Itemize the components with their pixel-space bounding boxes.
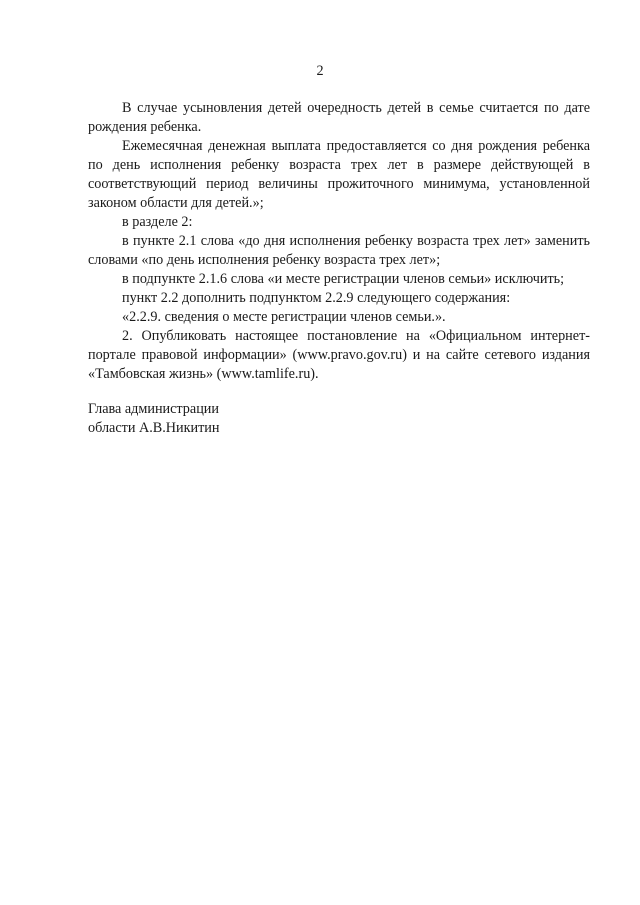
paragraph-section-2: в разделе 2: bbox=[122, 214, 193, 230]
paragraph-item-2-1: в пункте 2.1 слова «до дня исполнения ребенку возраста трех лет» заменить словами «по день исполнения ребенку возраста трех лет»; bbox=[88, 233, 590, 268]
paragraph-adoption-order: В случае усыновления детей очередность детей в семье считается по дате рождения ребенка. bbox=[88, 100, 590, 135]
signature-title: Глава администрации bbox=[88, 401, 219, 417]
paragraph-publication: 2. Опубликовать настоящее постановление на «Официальном интернет-портале правовой информации» (www.pravo.gov.ru) и на сайте сетевого издания «Тамбовская жизнь» (www.tamlife.ru). bbox=[88, 328, 590, 382]
page-number: 2 bbox=[316, 63, 324, 79]
signature-name: области А.В.Никитин bbox=[88, 420, 220, 436]
paragraph-subitem-2-2-9: «2.2.9. сведения о месте регистрации членов семьи.». bbox=[122, 309, 446, 325]
paragraph-item-2-2: пункт 2.2 дополнить подпунктом 2.2.9 следующего содержания: bbox=[122, 290, 511, 306]
signature-block bbox=[88, 400, 388, 438]
document-body bbox=[88, 99, 590, 384]
paragraph-monthly-payment: Ежемесячная денежная выплата предоставляется со дня рождения ребенка по день исполнения ребенку возраста трех лет в размере действующей в соответствующий период величины прожиточного минимума, установленной законом области для детей.»; bbox=[88, 138, 590, 211]
paragraph-subitem-2-1-6: в подпункте 2.1.6 слова «и месте регистрации членов семьи» исключить; bbox=[122, 271, 565, 287]
